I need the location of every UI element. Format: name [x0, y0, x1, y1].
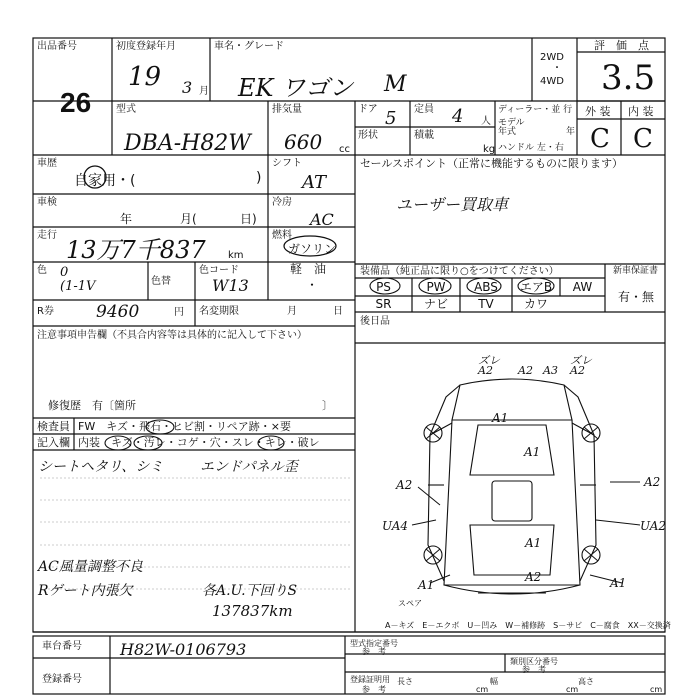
reg-cert-label: 登録証明用	[350, 675, 390, 684]
mark-right-door: A2	[644, 475, 661, 489]
mark-hood: A1	[492, 411, 509, 425]
first-registration-year: 19	[128, 62, 162, 92]
mark-front-shift-left: ズレ	[478, 354, 500, 367]
lot-number: 26	[60, 87, 92, 118]
mark-front-left: A2	[478, 364, 493, 377]
equip-tv: TV	[478, 297, 494, 311]
damage-legend: A－キズ E－エクボ U－凹み W－補修跡 S－サビ C－腐食 XX－交換済	[385, 621, 671, 630]
history-text: 自家用・(	[74, 173, 136, 189]
fuel-gasoline: ガソリン	[288, 242, 337, 256]
entry-label: 記入欄	[37, 436, 70, 449]
recycle-label: R券	[37, 306, 54, 317]
height-label: 高さ	[578, 677, 594, 686]
equip-leather: カワ	[523, 297, 548, 311]
length-unit: cm	[476, 685, 489, 694]
exterior-check-text: FW キズ・飛石・ヒビ割・リペア跡・×要	[78, 420, 291, 433]
note-ac-fan: AC風量調整不良	[38, 559, 143, 575]
inspection-label: 車検	[37, 197, 57, 208]
equip-abs: ABS	[474, 280, 498, 294]
sales-point-label: セールスポイント（正常に機能するものに限ります）	[360, 157, 624, 170]
chassis-number: H82W-0106793	[120, 640, 247, 659]
car-grade: M	[384, 72, 407, 97]
mark-rear-right: A1	[610, 576, 627, 590]
displacement-label: 排気量	[272, 104, 302, 115]
doors: 5	[385, 108, 397, 129]
chassis-label: 車台番号	[42, 641, 82, 652]
note-end-panel: エンドパネル歪	[200, 459, 298, 475]
equipment-label: 装備品（純正品に限り○をつけてください）	[360, 266, 559, 277]
inspection-month-unit: 月(	[180, 212, 197, 226]
recycle-unit: 円	[174, 307, 184, 318]
equip-sr: SR	[375, 297, 392, 311]
doors-label: ドア	[358, 104, 378, 115]
fuel-dot: ・	[306, 278, 319, 292]
mark-front-a3: A3	[543, 364, 558, 377]
fuel-diesel: 軽 油	[290, 262, 327, 276]
repair-history: 修復歴 有〔箇所	[48, 399, 136, 412]
handle-label: ハンドル 左・右	[498, 143, 564, 153]
equip-airbag: エアB	[519, 280, 553, 294]
interior-check-text: 内装 キズ・汚レ・コゲ・穴・スレ・キレ・破レ	[78, 436, 320, 449]
length-label: 長さ	[397, 677, 413, 686]
drive-dot: ・	[552, 63, 562, 74]
notes-label: 注意事項申告欄（不具合内容等は具体的に記入して下さい）	[37, 330, 307, 341]
displacement: 660	[284, 130, 323, 154]
shape-label: 形状	[358, 130, 378, 141]
model-year-label: モデル年式	[498, 118, 525, 137]
first-registration-label: 初度登録年月	[116, 41, 176, 52]
inspection-day-unit: 日)	[240, 212, 257, 226]
transfer-deadline-label: 名変期限	[199, 306, 239, 317]
warranty: 有・無	[618, 290, 655, 304]
model-year-unit: 年	[566, 127, 576, 137]
repair-history-close: 〕	[322, 399, 333, 412]
displacement-unit: cc	[339, 144, 350, 155]
private-circle-mark	[82, 164, 108, 190]
category-ref: 参 考	[522, 665, 546, 674]
designation-ref: 参 考	[362, 647, 386, 656]
spare-label: スペア	[398, 599, 422, 608]
first-registration-month: 3	[182, 78, 193, 97]
load-label: 積載	[414, 130, 434, 141]
category-label: 類別区分番号	[510, 657, 558, 666]
aftermarket-label: 後日品	[360, 316, 390, 327]
shift-label: シフト	[272, 158, 302, 169]
equip-navi: ナビ	[423, 297, 448, 311]
mark-left-door: A2	[396, 478, 413, 492]
shift: AT	[302, 172, 327, 193]
fuel-label: 燃料	[272, 230, 292, 241]
mileage-unit: km	[228, 250, 244, 261]
mark-rear-left: A1	[418, 578, 435, 592]
grade-score-label: 評 価 点	[594, 39, 649, 52]
mark-front-right: A2	[570, 364, 585, 377]
cooler-label: 冷房	[272, 197, 292, 208]
equip-aw: AW	[572, 280, 593, 294]
mark-front-shift-right: ズレ	[570, 354, 592, 367]
car-name: EK ワゴン	[238, 74, 354, 102]
mileage: 13万7千837	[66, 236, 206, 264]
color-label: 色	[37, 265, 47, 276]
mark-roof: A1	[524, 445, 541, 459]
mark-rear-gate: A2	[525, 570, 542, 584]
grade-score: 3.5	[601, 58, 656, 98]
mileage-label: 走行	[37, 230, 57, 241]
equipment-circle-marks	[368, 276, 568, 312]
history-label: 車歴	[37, 158, 57, 169]
drive-4wd: 4WD	[540, 76, 564, 87]
mark-front-mid: A2	[518, 364, 533, 377]
model-code: DBA-H82W	[124, 131, 251, 156]
note-rear-gate: Rゲート内張欠	[38, 583, 133, 599]
gasoline-circle-mark	[282, 234, 338, 258]
reg-cert-ref: 参 考	[362, 685, 386, 694]
check-circle-marks	[100, 416, 350, 452]
equip-ps: PS	[376, 280, 391, 294]
month-unit: 月	[199, 86, 209, 97]
color-change-label: 色替	[151, 276, 171, 287]
interior-label: 内 装	[628, 105, 654, 118]
recycle-fee: 9460	[96, 302, 140, 322]
model-label: 型式	[116, 104, 136, 115]
inspection-year-unit: 年	[120, 212, 133, 226]
warranty-label: 新車保証書	[613, 266, 659, 276]
capacity-unit: 人	[481, 116, 491, 127]
drive-2wd: 2WD	[540, 52, 564, 63]
lot-number-label: 出品番号	[37, 41, 77, 52]
note-seat: シートヘタリ、シミ	[38, 459, 164, 475]
width-unit: cm	[566, 685, 579, 694]
mark-right-rear: UA2	[640, 519, 667, 533]
color: 0 (1-1V	[60, 265, 96, 294]
transfer-month-unit: 月	[287, 306, 297, 317]
sales-point: ユーザー買取車	[396, 195, 509, 214]
interior-grade: C	[633, 124, 653, 154]
width-label: 幅	[490, 677, 498, 686]
capacity: 4	[452, 106, 464, 127]
color-code-label: 色コード	[199, 265, 239, 276]
capacity-label: 定員	[414, 104, 434, 115]
car-name-label: 車名・グレード	[214, 41, 284, 52]
registration-label: 登録番号	[42, 674, 82, 685]
dealer-label: ディーラー・並 行	[498, 105, 573, 115]
transfer-day-unit: 日	[333, 306, 343, 317]
history-close: )	[256, 170, 262, 186]
mark-rear-glass: A1	[525, 536, 542, 550]
inspector-label: 検査員	[37, 420, 70, 433]
load-unit: kg	[483, 144, 496, 155]
designation-label: 型式指定番号	[350, 639, 398, 648]
equip-pw: PW	[426, 280, 446, 294]
height-unit: cm	[650, 685, 663, 694]
note-underbody: 各A.U.下回りS	[202, 583, 298, 599]
note-mileage: 137837km	[212, 602, 293, 620]
color-code: W13	[212, 276, 249, 295]
mark-left-rear: UA4	[382, 519, 409, 533]
exterior-label: 外 装	[585, 105, 611, 118]
exterior-grade: C	[590, 124, 610, 154]
cooler: AC	[310, 210, 334, 229]
